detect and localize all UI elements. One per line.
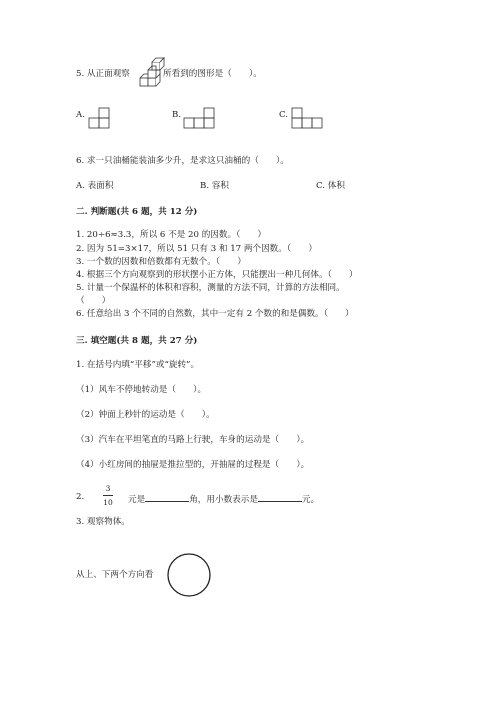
- section3-title: 三. 填空题(共 8 题，共 27 分): [76, 336, 198, 346]
- q5-option-b-label: B.: [172, 110, 182, 120]
- judge-item-2: 2. 因为 51=3×17，所以 51 只有 3 和 17 两个因数。（ ）: [76, 244, 317, 254]
- fill-q1-intro: 1. 在括号内填“平移”或“旋转”。: [76, 360, 200, 370]
- option-c-figure: [291, 107, 325, 129]
- judge-item-5: 5. 计量一个保温杯的体积和容积，测量的方法不同，计算的方法相同。: [76, 283, 345, 293]
- fill-q2-sentence: [128, 492, 319, 506]
- fill-q2-part2: 角，用小数表示是: [189, 495, 258, 505]
- q6-option-a: A. 表面积: [76, 181, 114, 191]
- judge-item-5-bracket: （ ）: [76, 296, 111, 306]
- fill-q1-item-2: （2）钟面上秒针的运动是（ ）。: [76, 410, 215, 420]
- q5-option-a-label: A.: [76, 110, 85, 120]
- q6-text: 6. 求一只油桶能装油多少升，是求这只油桶的（ ）。: [76, 156, 289, 166]
- fill-q1-item-3: （3）汽车在平坦笔直的马路上行驶，车身的运动是（ ）。: [76, 435, 310, 445]
- fill-q2-part3: 元。: [301, 495, 320, 505]
- fill-q1-item-4: （4）小红房间的抽屉是推拉型的，开抽屉的过程是（ ）。: [76, 460, 310, 470]
- judge-item-1: 1. 20÷6≈3.3，所以 6 不是 20 的因数。（ ）: [76, 230, 267, 240]
- q5-prefix: 5. 从正面观察: [76, 69, 130, 79]
- circle-answer-figure: [166, 552, 212, 598]
- blank-yuan: [258, 492, 302, 502]
- fraction-bar: [103, 495, 113, 496]
- fill-q2-number: 2.: [76, 492, 85, 502]
- fill-q3-caption: 从上、下两个方向看: [76, 570, 154, 580]
- cube-stack-figure: [139, 58, 163, 88]
- judge-item-4: 4. 根据三个方向观察到的形状摆小正方体，只能摆出一种几何体。（ ）: [76, 270, 358, 280]
- judge-item-6: 6. 任意给出 3 个不同的自然数，其中一定有 2 个数的和是偶数。（ ）: [76, 309, 354, 319]
- judge-item-3: 3. 一个数的因数和倍数都有无数个。（ ）: [76, 257, 246, 267]
- fraction-numerator: 3: [105, 484, 111, 493]
- fill-q1-item-1: （1）风车不停地转动是（ ）。: [76, 385, 207, 395]
- option-a-figure: [88, 107, 112, 129]
- q5-option-c-label: C.: [279, 110, 289, 120]
- fraction-denominator: 10: [103, 498, 113, 507]
- fill-q2-part1: 元是: [128, 495, 146, 505]
- fill-q3-intro: 3. 观察物体。: [76, 517, 130, 527]
- q6-option-c: C. 体积: [316, 181, 345, 191]
- blank-jiao: [145, 492, 189, 502]
- section2-title: 二. 判断题(共 6 题，共 12 分): [76, 207, 198, 217]
- option-b-figure: [183, 107, 217, 129]
- q6-option-b: B. 容积: [200, 181, 229, 191]
- q5-suffix: 所看到的图形是（ ）。: [163, 69, 262, 79]
